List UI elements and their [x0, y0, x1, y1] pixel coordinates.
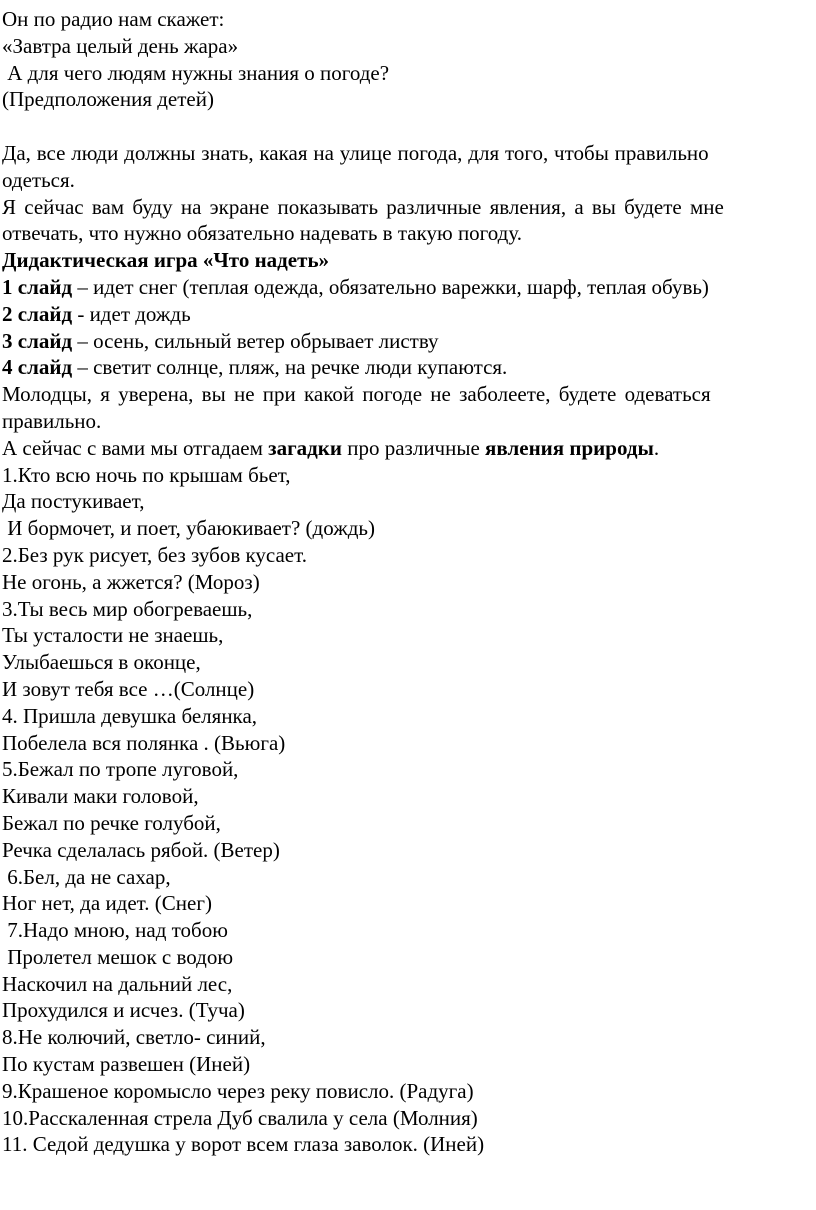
riddle-line: 4. Пришла девушка белянка, — [2, 703, 258, 728]
riddle-line: 1.Кто всю ночь по крышам бьет, — [2, 462, 291, 487]
riddle-line: Кивали маки головой, — [2, 784, 199, 809]
intro-bold-phenomena: явления природы — [485, 435, 654, 460]
riddle-line: Да постукивает, — [2, 489, 145, 514]
riddle-line: 3.Ты весь мир обогреваешь, — [2, 596, 253, 621]
slide-label: 4 слайд — [2, 355, 73, 380]
slide-item — [2, 328, 816, 355]
riddle-line: 10.Расскаленная стрела Дуб свалила у села (Молния) — [2, 1105, 478, 1130]
riddle-line: 7.Надо мною, над тобою — [2, 918, 228, 943]
blank-line — [2, 113, 816, 140]
slide-text: – светит солнце, пляж, на речке люди купаются. — [72, 355, 508, 380]
paragraph-line: Да, все люди должны знать, какая на улице погода, для того, чтобы правильно — [2, 140, 709, 165]
riddle-line: Улыбаешься в оконце, — [2, 650, 201, 675]
riddle-line: По кустам развешен (Иней) — [2, 1052, 251, 1077]
text-line: (Предположения детей) — [2, 87, 214, 112]
slide-label: 1 слайд — [2, 274, 73, 299]
slide-label: 2 слайд — [2, 301, 73, 326]
riddle-line: 5.Бежал по тропе луговой, — [2, 757, 239, 782]
paragraph-line: Я сейчас вам буду на экране показывать различные явления, а вы будете мне — [2, 194, 724, 219]
riddle-line: Бежал по речке голубой, — [2, 810, 221, 835]
riddle-line: Ты усталости не знаешь, — [2, 623, 224, 648]
slide-text: - идет дождь — [72, 301, 191, 326]
riddle-line: Наскочил на дальний лес, — [2, 971, 233, 996]
riddle-line: 8.Не колючий, светло- синий, — [2, 1025, 266, 1050]
riddle-line: Пролетел мешок с водою — [2, 944, 234, 969]
riddle-line: Прохудился и исчез. (Туча) — [2, 998, 245, 1023]
riddle-line: 6.Бел, да не сахар, — [2, 864, 171, 889]
text-line: Он по радио нам скажет: — [2, 7, 225, 31]
slide-item — [2, 274, 816, 301]
text-line: «Завтра целый день жара» — [2, 33, 239, 58]
riddle-line: И бормочет, и поет, убаюкивает? (дождь) — [2, 516, 375, 541]
riddles-list — [2, 462, 816, 1159]
game-title: Дидактическая игра «Что надеть» — [2, 248, 330, 273]
intro-text: А сейчас с вами мы отгадаем — [2, 435, 269, 460]
slide-item — [2, 354, 816, 381]
intro-text: про различные — [341, 435, 486, 460]
slide-text: – идет снег (теплая одежда, обязательно варежки, шарф, теплая обувь) — [72, 274, 709, 299]
intro-bold-riddles: загадки — [268, 435, 342, 460]
riddle-line: Ног нет, да идет. (Снег) — [2, 891, 212, 916]
slide-label: 3 слайд — [2, 328, 73, 353]
riddle-line: 2.Без рук рисует, без зубов кусает. — [2, 542, 307, 567]
paragraph-line: одеться. — [2, 167, 75, 192]
slide-text: – осень, сильный ветер обрывает листву — [72, 328, 439, 353]
intro-text: . — [653, 435, 660, 460]
riddle-line: Побелела вся полянка . (Вьюга) — [2, 730, 286, 755]
praise-line: Молодцы, я уверена, вы не при какой погоде не заболеете, будете одеваться — [2, 382, 711, 407]
praise-line: правильно. — [2, 408, 102, 433]
riddle-line: И зовут тебя все …(Солнце) — [2, 676, 255, 701]
riddle-line: Не огонь, а жжется? (Мороз) — [2, 569, 260, 594]
slide-item — [2, 301, 816, 328]
question-line: А для чего людям нужны знания о погоде? — [2, 60, 390, 85]
riddle-line: 11. Седой дедушка у ворот всем глаза заволок. (Иней) — [2, 1132, 485, 1157]
riddle-line: 9.Крашеное коромысло через реку повисло. (Радуга) — [2, 1078, 474, 1103]
paragraph-line: отвечать, что нужно обязательно надевать в такую погоду. — [2, 221, 522, 246]
riddle-line: Речка сделалась рябой. (Ветер) — [2, 837, 280, 862]
riddles-intro — [2, 435, 816, 462]
